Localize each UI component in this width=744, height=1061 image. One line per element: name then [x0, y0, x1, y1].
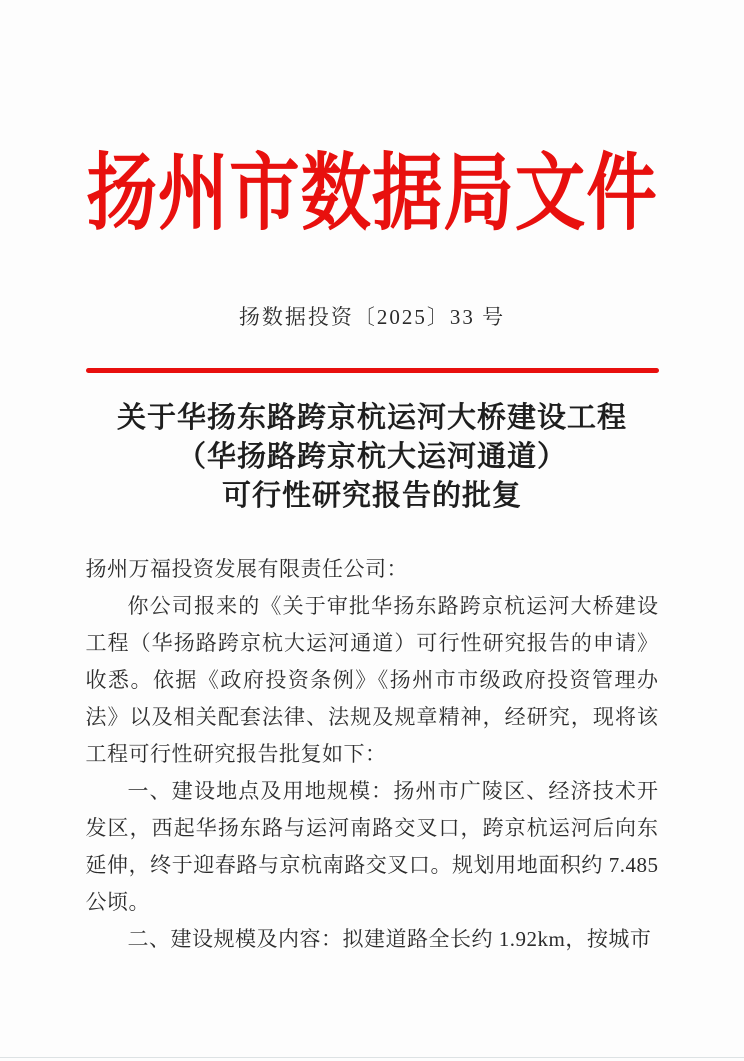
- document-title: [0, 399, 744, 516]
- document-number: 扬数据投资〔2025〕33 号: [238, 305, 506, 330]
- scan-page-edge: [0, 1057, 744, 1058]
- body-paragraph: 你公司报来的《关于审批华扬东路跨京杭运河大桥建设工程（华扬路跨京杭大运河通道）可行性研究报告的申请》收悉。依据《政府投资条例》《扬州市市级政府投资管理办法》以及相关配套法律、法规及规章精神，经研究，现将该工程可行性研究报告批复如下：: [85, 594, 659, 767]
- body-paragraph: 一、建设地点及用地规模：扬州市广陵区、经济技术开发区，西起华扬东路与运河南路交叉口，跨京杭运河后向东延伸，终于迎春路与京杭南路交叉口。规划用地面积约 7.485 公顷。: [85, 779, 659, 915]
- body-paragraph: 二、建设规模及内容：拟建道路全长约 1.92km，按城市: [127, 927, 652, 952]
- red-divider-line: [86, 368, 659, 373]
- salutation-line: 扬州万福投资发展有限责任公司：: [85, 557, 408, 582]
- document-body: [86, 551, 659, 958]
- document-title-line: 可行性研究报告的批复: [221, 480, 522, 513]
- agency-header-title: 扬州市数据局文件: [86, 148, 658, 241]
- document-title-line: 关于华扬东路跨京杭运河大桥建设工程: [116, 402, 627, 435]
- document-title-line: （华扬路跨京杭大运河通道）: [176, 441, 567, 474]
- body-paragraphs: [86, 588, 659, 958]
